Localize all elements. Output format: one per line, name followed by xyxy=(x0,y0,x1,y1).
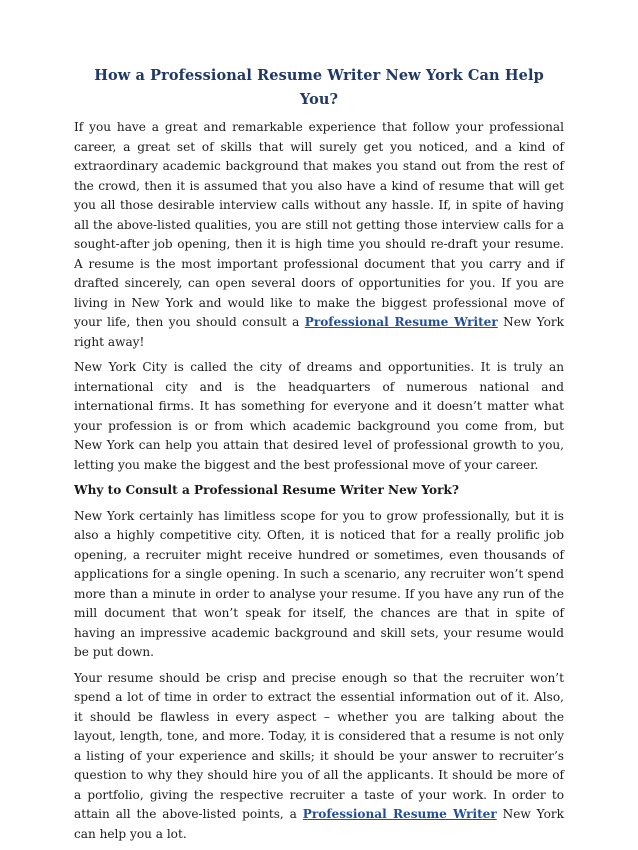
document-page xyxy=(74,64,564,850)
paragraph-intro-text: If you have a great and remarkable experience that follow your professional career, a great set of skills that will surely get you noticed, and a kind of extraordinary academic background that makes you stand out from the rest of the crowd, then it is assumed that you also have a kind of resume that will get you all those desirable interview calls without any hassle. If, in spite of having all the above-listed qualities, you are still not getting those interview calls for a sought-after job opening, then it is high time you should re-draft your resume. A resume is the most important professional document that you carry and if drafted sincerely, can open several doors of opportunities for you. If you are living in New York and would like to make the biggest professional move of your life, then you should consult a xyxy=(74,120,564,329)
paragraph-resume-quality-tail: New York can help you a lot. xyxy=(74,807,564,841)
professional-resume-writer-link-1[interactable]: Professional Resume Writer xyxy=(304,315,498,329)
professional-resume-writer-link-2[interactable]: Professional Resume Writer xyxy=(302,807,497,821)
paragraph-competition: New York certainly has limitless scope for you to grow professionally, but it is also a highly competitive city. Often, it is noticed that for a really prolific job opening, a recruiter might receive hundred or sometimes, even thousands of applications for a single opening. In such a scenario, any recruiter won’t spend more than a minute in order to analyse your resume. If you have any run of the mill document that won’t speak for itself, the chances are that in spite of having an impressive academic background and skill sets, your resume would be put down. xyxy=(74,508,564,659)
paragraph-intro xyxy=(74,118,564,352)
section-heading: Why to Consult a Professional Resume Writer New York? xyxy=(74,483,459,497)
paragraph-resume-quality xyxy=(74,669,564,845)
page-title: How a Professional Resume Writer New York Can Help You? xyxy=(94,67,544,108)
paragraph-resume-quality-text: Your resume should be crisp and precise enough so that the recruiter won’t spend a lot of time in order to extract the essential information out of it. Also, it should be flawless in every aspect – whether you are talking about the layout, length, tone, and more. Today, it is considered that a resume is not only a listing of your experience and skills; it should be your answer to recruiter’s question to why they should hire you of all the applicants. It should be more of a portfolio, giving the respective recruiter a taste of your work. In order to attain all the above-listed points, a xyxy=(74,670,564,821)
paragraph-intro-tail: New York right away! xyxy=(74,315,564,349)
paragraph-new-york-city: New York City is called the city of dreams and opportunities. It is truly an international city and is the headquarters of numerous national and international firms. It has something for everyone and it doesn’t matter what your profession is or from which academic background you come from, but New York can help you attain that desired level of professional growth to you, letting you make the biggest and the best professional move of your career. xyxy=(74,360,564,472)
